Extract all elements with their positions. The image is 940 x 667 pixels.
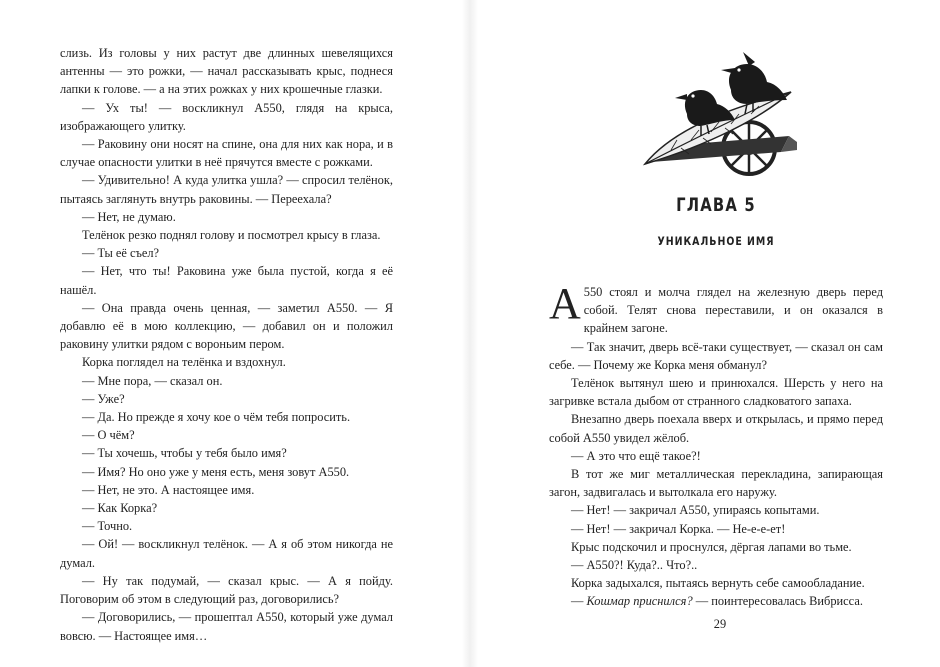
book-gutter [462,0,478,667]
ravens-feather-cart-illustration-icon [631,40,801,180]
paragraph: Корка поглядел на телёнка и вздохнул. [82,355,286,370]
paragraph: — Нет, что ты! Раковина уже была пустой, когда я её нашёл. [60,264,393,297]
chapter-title: ГЛАВА 5 [676,194,756,216]
chapter-subtitle: УНИКАЛЬНОЕ ИМЯ [657,234,775,248]
paragraph: — А это что ещё такое?! [571,448,701,463]
right-page [549,40,883,611]
paragraph: — Ты её съел? [82,246,160,261]
paragraph: Крыс подскочил и проснулся, дёргая лапами во тьме. [571,539,852,554]
first-paragraph [549,279,883,338]
right-paragraphs [549,338,883,593]
paragraph: Телёнок вытянул шею и принюхался. Шерсть у него на загривке встала дыбом от странного сладковатого запаха. [549,376,883,409]
left-page-text [60,44,393,645]
paragraph: — Ну так подумай, — сказал крыс. — А я пойду. Поговорим об этом в следующий раз, договорились? [60,573,393,607]
paragraph: Телёнок резко поднял голову и посмотрел крысу в глаза. [82,228,381,243]
paragraph: — Нет, не это. А настоящее имя. [82,482,255,497]
paragraph-text: — поинтересовалась Вибрисса. [692,594,863,609]
paragraph: — Нет! — закричал А550, упираясь копытами. [571,503,820,518]
paragraph: В тот же миг металлическая перекладина, запирающая загон, задвигалась и вытолкала его наружу. [549,467,883,500]
paragraph: — Имя? Но оно уже у меня есть, меня зовут А550. [82,464,350,479]
paragraph: — Уже? [82,391,125,406]
first-paragraph-text: 550 стоял и молча глядел на железную дверь перед собой. Телят снова переставили, и он оказался в крайнем загоне. [583,285,883,336]
right-page-text [549,279,883,611]
paragraph: — Мне пора, — сказал он. [82,373,223,388]
dash: — [571,594,587,609]
paragraph: — Договорились, — прошептал А550, который уже думал вовсю. — Настоящее имя… [60,610,393,643]
paragraph: — Нет, не думаю. [82,209,176,224]
paragraph: — Раковину они носят на спине, она для них как нора, и в случае опасности улитки в неё прячутся вместе с рожками. [60,137,393,170]
paragraph: — Ты хочешь, чтобы у тебя было имя? [82,446,287,461]
paragraph: — О чём? [82,428,135,443]
paragraph: — Как Корка? [82,501,158,516]
paragraph: — Нет! — закричал Корка. — Не-е-е-ет! [571,521,786,536]
paragraph: — Ой! — воскликнул телёнок. — А я об этом никогда не думал. [60,537,393,570]
page-number: 29 [713,617,727,631]
paragraph: — Так значит, дверь всё-таки существует, — сказал он сам себе. — Почему же Корка меня обманул? [549,339,883,372]
paragraph: — Точно. [82,519,133,534]
paragraph: — Да. Но прежде я хочу кое о чём тебя попросить. [82,410,351,425]
paragraph [549,592,883,610]
italic-phrase: Кошмар приснился? [586,594,693,609]
drop-cap: А [549,279,581,328]
paragraph: Внезапно дверь поехала вверх и открылась, и прямо перед собой А550 увидел жёлоб. [549,412,883,445]
paragraph: Корка задыхался, пытаясь вернуть себе самообладание. [571,576,865,591]
paragraph: — Она правда очень ценная, — заметил А550. — Я добавлю её в мою коллекцию, — добавил он и положил раковину улитки рядом с вороньим пером. [60,300,393,352]
paragraph: слизь. Из головы у них растут две длинных шевелящихся антенны — это рожки, — начал рассказывать крыс, поднеся лапки к голове. — а на этих рожках у них крошечные глазки. [60,46,393,97]
paragraph: — Удивительно! А куда улитка ушла? — спросил телёнок, пытаясь заглянуть внутрь раковины. — Переехала? [60,173,393,206]
paragraph: — А550?! Куда?.. Что?.. [571,558,698,573]
paragraph: — Ух ты! — воскликнул А550, глядя на крыса, изображающего улитку. [60,100,393,133]
